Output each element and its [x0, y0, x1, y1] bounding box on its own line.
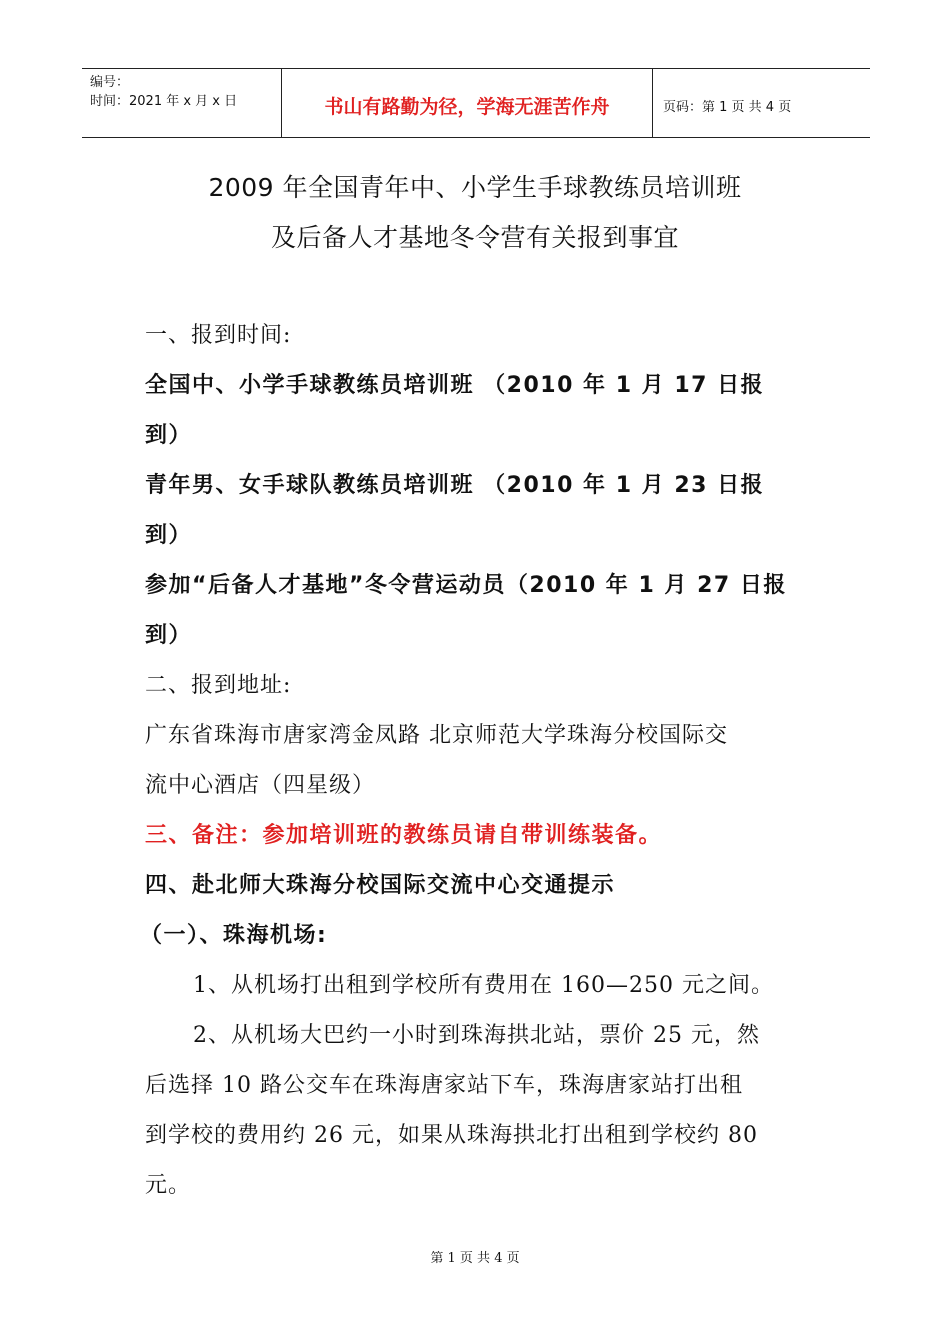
- tip2-line3: 到学校的费用约 26 元，如果从珠海拱北打出租到学校约 80: [145, 1123, 758, 1148]
- address-line1: 广东省珠海市唐家湾金凤路 北京师范大学珠海分校国际交: [145, 723, 728, 748]
- document-title-line2: 及后备人才基地冬令营有关报到事宜: [270, 223, 679, 252]
- header-page-info: 页码：第 1 页 共 4 页: [663, 99, 792, 115]
- section3-note: 三、备注：参加培训班的教练员请自带训练装备。: [145, 823, 663, 848]
- tip1-text: 1、从机场打出租到学校所有费用在 160—250 元之间。: [193, 973, 774, 998]
- header-table: [82, 68, 870, 138]
- item1-line1: 全国中、小学手球教练员培训班 （2010 年 1 月 17 日报: [145, 373, 765, 398]
- document-code-label: 编号：: [90, 75, 130, 90]
- item2-line1: 青年男、女手球队教练员培训班 （2010 年 1 月 23 日报: [145, 473, 765, 498]
- document-title-line1: 2009 年全国青年中、小学生手球教练员培训班: [208, 173, 742, 202]
- section2-heading: 二、报到地址:: [145, 673, 292, 698]
- tip2-line1: 2、从机场大巴约一小时到珠海拱北站，票价 25 元，然: [193, 1023, 760, 1048]
- header-motto: 书山有路勤为径，学海无涯苦作舟: [282, 69, 653, 137]
- sub1-heading: （一）、珠海机场:: [140, 923, 328, 948]
- item2-line2: 到）: [145, 523, 193, 548]
- page-footer: 第 1 页 共 4 页: [430, 1251, 520, 1266]
- address-line2: 流中心酒店（四星级）: [145, 773, 376, 798]
- section4-heading: 四、赴北师大珠海分校国际交流中心交通提示: [145, 873, 616, 898]
- document-date-label: 时间：2021 年 x 月 x 日: [90, 94, 238, 109]
- header-meta-cell: [82, 69, 282, 137]
- tip2-line4: 元。: [145, 1173, 192, 1198]
- tip2-line2: 后选择 10 路公交车在珠海唐家站下车，珠海唐家站打出租: [145, 1073, 743, 1098]
- item3-line1: 参加“后备人才基地”冬令营运动员（2010 年 1 月 27 日报: [145, 573, 787, 598]
- item3-line2: 到）: [145, 623, 193, 648]
- item1-line2: 到）: [145, 423, 193, 448]
- section1-heading: 一、报到时间:: [145, 323, 292, 348]
